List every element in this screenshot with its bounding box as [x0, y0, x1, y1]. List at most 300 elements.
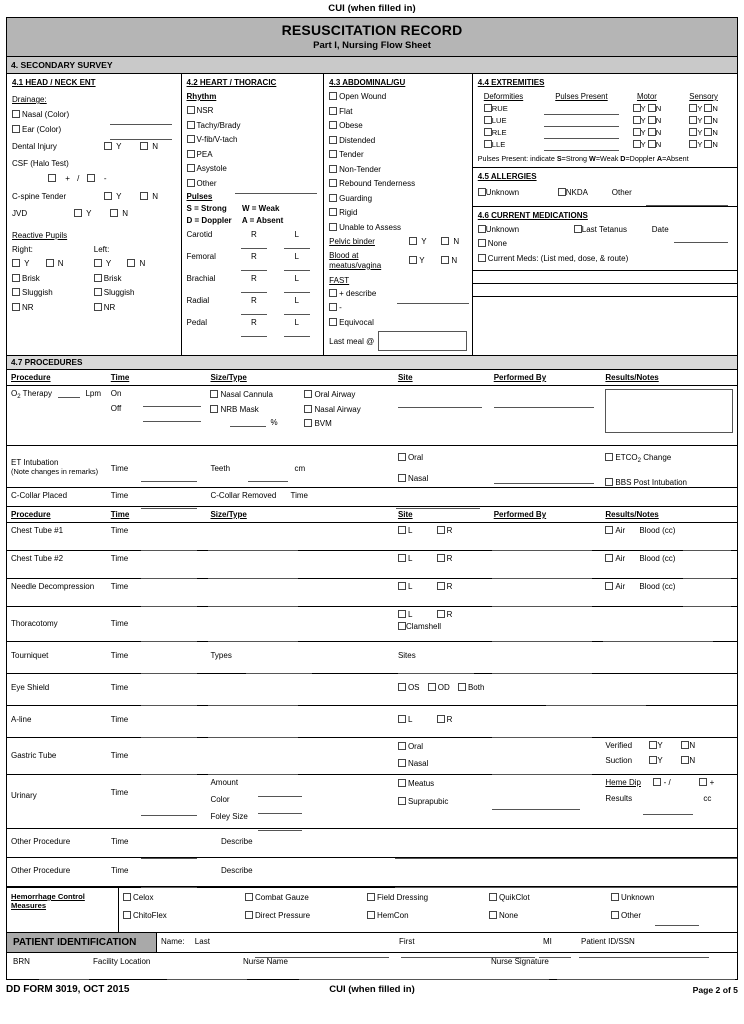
- hemo-quikclot-label: QuikClot: [499, 893, 530, 902]
- pupil-left-nr-row: [94, 302, 176, 313]
- tourniquet-types-field[interactable]: [246, 665, 312, 674]
- cspine-yes-label: Y: [116, 191, 122, 201]
- abd-non-tender-label: Non-Tender: [339, 164, 381, 174]
- pulse-carotid-r-label: R: [251, 230, 257, 239]
- abd-open-wound-label: Open Wound: [339, 92, 387, 101]
- abd-guarding-label: Guarding: [339, 193, 373, 203]
- blood-at-meatus-row: [329, 251, 467, 273]
- gastric-tube-site-cell: [394, 738, 490, 774]
- bbs-post-intubation-checkbox[interactable]: [605, 478, 613, 486]
- allergies-nkda-label: NKDA: [565, 188, 588, 197]
- jvd-row: [12, 208, 176, 219]
- meds-unknown-checkbox[interactable]: [478, 225, 486, 233]
- urinary-time-field[interactable]: [141, 807, 197, 816]
- procedure-row-gastric-tube: [7, 738, 737, 775]
- hemo-chitoflex-checkbox[interactable]: [123, 911, 131, 919]
- jvd-yes-checkbox[interactable]: [74, 209, 82, 217]
- other-procedure-1-describe-label: Describe: [221, 837, 253, 846]
- dental-injury-row: [12, 141, 176, 152]
- tetanus-date-label: Date: [651, 225, 669, 234]
- pulse-femoral-l-label: L: [294, 252, 299, 261]
- chest-tube-1-blood-label: Blood (cc): [639, 526, 676, 535]
- et-results-cell: [601, 446, 737, 487]
- rhythm-tachybrady-checkbox[interactable]: [187, 121, 195, 129]
- deformity-lue-label: LUE: [491, 116, 507, 125]
- other-procedure-1-time-label: Time: [111, 837, 129, 846]
- patient-id-row-1: [7, 933, 737, 953]
- pupil-left-yes-label: Y: [105, 259, 112, 268]
- o2-results-notes-box[interactable]: [605, 389, 733, 433]
- sensory-rle-no-label: N: [712, 128, 718, 137]
- abd-open-wound-row: [329, 91, 467, 102]
- pulse-legend-line-1: [187, 204, 319, 214]
- pulses-label: Pulses: [186, 192, 213, 201]
- pulses-present-lle-field[interactable]: [544, 139, 618, 151]
- o2-time-cell: [107, 386, 207, 445]
- last-tetanus-label: Last Tetanus: [581, 225, 627, 234]
- gastric-tube-res-cell: [601, 738, 737, 774]
- motor-lue-yes-checkbox[interactable]: [633, 116, 641, 124]
- other-procedure-2-describe-cell: [207, 858, 395, 886]
- et-time-cell: [107, 446, 207, 487]
- c-collar-placed-cell: C-Collar Placed: [11, 491, 68, 500]
- nasal-color-label: Nasal (Color): [22, 110, 70, 119]
- needle-decompression-size-field[interactable]: [208, 598, 298, 607]
- tourniquet-performed-by-field[interactable]: [492, 665, 592, 674]
- pelvic-binder-no-checkbox[interactable]: [441, 237, 449, 245]
- needle-decompression-left-label: L: [407, 582, 413, 591]
- pupil-left-brisk-checkbox[interactable]: [94, 274, 102, 282]
- motor-rle-yes-checkbox[interactable]: [633, 128, 641, 136]
- a-line-time-field[interactable]: [141, 729, 197, 738]
- csf-positive-checkbox[interactable]: [48, 174, 56, 182]
- etco2-change-checkbox[interactable]: [605, 453, 613, 461]
- needle-decompression-time-field[interactable]: [141, 598, 197, 607]
- pulse-brachial-r-field[interactable]: [241, 284, 267, 293]
- motor-lue-no-checkbox[interactable]: [648, 116, 656, 124]
- a-line-res-cell: [601, 706, 737, 737]
- fast-equivocal-row: [329, 317, 467, 328]
- other-procedure-2-time-cell: [107, 858, 207, 886]
- hemorrhage-label-line1: Hemorrhage Control: [11, 892, 85, 901]
- pulse-radial-l-label: L: [294, 296, 299, 305]
- allergies-nkda-checkbox[interactable]: [558, 188, 566, 196]
- chest-tube-2-right-label: R: [446, 554, 453, 563]
- pelvic-binder-yes-checkbox[interactable]: [409, 237, 417, 245]
- pulse-radial-l-field[interactable]: [284, 306, 310, 315]
- gastric-tube-size-field[interactable]: [208, 766, 298, 775]
- last-meal-field[interactable]: [378, 331, 467, 351]
- urinary-perf-cell: [490, 775, 602, 828]
- meds-none-checkbox[interactable]: [478, 239, 486, 247]
- a-line-performed-by-field[interactable]: [492, 729, 592, 738]
- motor-rue-yes-label: Y: [640, 104, 646, 114]
- pulse-row-carotid: [187, 229, 319, 239]
- patient-identification-tag: PATIENT IDENTIFICATION: [7, 933, 157, 952]
- thoracotomy-performed-by-field[interactable]: [492, 633, 592, 642]
- section-hemorrhage-control: [6, 887, 738, 933]
- needle-decompression-right-checkbox[interactable]: [437, 582, 445, 590]
- meds-write-line-3[interactable]: [473, 296, 737, 309]
- chest-tube-2-left-checkbox[interactable]: [398, 554, 406, 562]
- abd-rigid-checkbox[interactable]: [329, 208, 337, 216]
- gastric-tube-time-field[interactable]: [141, 766, 197, 775]
- needle-decompression-left-checkbox[interactable]: [398, 582, 406, 590]
- sensory-rue-no-label: N: [712, 104, 718, 114]
- urinary-amount-label: Amount: [210, 778, 239, 787]
- hemo-combat-gauze-checkbox[interactable]: [245, 893, 253, 901]
- needle-decompression-air-checkbox[interactable]: [605, 582, 613, 590]
- thoracotomy-time-field[interactable]: [141, 633, 197, 642]
- pulses-present-rue-field[interactable]: [544, 103, 618, 115]
- cui-header-banner: CUI (when filled in): [328, 3, 416, 14]
- a-line-right-checkbox[interactable]: [437, 715, 445, 723]
- blood-at-yes-checkbox[interactable]: [409, 256, 417, 264]
- hemo-hemcon-checkbox[interactable]: [367, 911, 375, 919]
- pulse-pedal-l-field[interactable]: [284, 328, 310, 337]
- et-time-label: Time: [110, 464, 129, 473]
- fast-describe-field[interactable]: [397, 295, 469, 304]
- pulse-femoral-r-field[interactable]: [241, 262, 267, 271]
- chest-tube-1-performed-by-field[interactable]: [492, 542, 592, 551]
- nasal-cannula-checkbox[interactable]: [210, 390, 218, 398]
- nasal-color-checkbox[interactable]: [12, 110, 20, 118]
- pupils-right-yn-row: [12, 258, 94, 269]
- o2-therapy-cell: [7, 386, 107, 445]
- gastric-tube-performed-by-field[interactable]: [492, 766, 592, 775]
- rhythm-pea-checkbox[interactable]: [187, 150, 195, 158]
- a-line-size-field[interactable]: [208, 729, 298, 738]
- thoracotomy-size-field[interactable]: [208, 633, 298, 642]
- et-performed-by-field[interactable]: [494, 475, 594, 484]
- fast-positive-checkbox[interactable]: [329, 289, 337, 297]
- facility-location-field[interactable]: [167, 971, 247, 980]
- rhythm-asystole-checkbox[interactable]: [187, 164, 195, 172]
- needle-decompression-size-cell: [206, 579, 393, 606]
- other-procedure-2-time-label: Time: [111, 866, 129, 875]
- chest-tube-2-time-field[interactable]: [141, 570, 197, 579]
- oral-airway-checkbox[interactable]: [304, 390, 312, 398]
- pupil-left-sluggish-checkbox[interactable]: [94, 288, 102, 296]
- pulse-carotid-l-label: L: [294, 230, 299, 239]
- et-teeth-label: Teeth: [210, 464, 231, 473]
- procedure-row-needle-decompression: [7, 579, 737, 607]
- pupil-right-no-label: N: [57, 259, 64, 268]
- dental-injury-yes-checkbox[interactable]: [104, 142, 112, 150]
- pulse-legend-s: S = Strong: [186, 204, 227, 213]
- chest-tube-2-performed-by-field[interactable]: [492, 570, 592, 579]
- note-lead: Pulses Present: indicate: [477, 154, 557, 163]
- procedure-row-chest-tube-2: [7, 551, 737, 579]
- urinary-performed-by-field[interactable]: [492, 801, 580, 810]
- o2-percent-field[interactable]: [230, 418, 266, 427]
- c-collar-placed-time-cell: [107, 488, 207, 506]
- tourniquet-time-label: Time: [110, 651, 129, 660]
- section-title-head-neck: 4.1 HEAD / NECK ENT: [12, 78, 96, 87]
- deformity-rue-checkbox[interactable]: [484, 104, 492, 112]
- rhythm-nsr-checkbox[interactable]: [187, 106, 195, 114]
- tourniquet-sites-field[interactable]: [398, 665, 474, 674]
- motor-rue-no-checkbox[interactable]: [648, 104, 656, 112]
- pupil-left-nr-checkbox[interactable]: [94, 303, 102, 311]
- fast-negative-checkbox[interactable]: [329, 303, 337, 311]
- et-nasal-checkbox[interactable]: [398, 474, 406, 482]
- et-oral-checkbox[interactable]: [398, 453, 406, 461]
- hemo-celox-row: [123, 892, 245, 903]
- abd-rebound-checkbox[interactable]: [329, 179, 337, 187]
- chest-tube-1-right-checkbox[interactable]: [437, 526, 445, 534]
- allergies-row: [478, 188, 732, 202]
- thoracotomy-clamshell-label: Clamshell: [405, 622, 442, 631]
- gastric-nasal-checkbox[interactable]: [398, 759, 406, 767]
- abd-non-tender-checkbox[interactable]: [329, 165, 337, 173]
- gastric-oral-checkbox[interactable]: [398, 742, 406, 750]
- et-time-field[interactable]: [141, 473, 197, 482]
- pupil-right-brisk-checkbox[interactable]: [12, 274, 20, 282]
- rhythm-other-checkbox[interactable]: [187, 179, 195, 187]
- thoracotomy-results-field[interactable]: [603, 633, 713, 642]
- blood-at-no-checkbox[interactable]: [441, 256, 449, 264]
- blood-at-label-line1: Blood at: [329, 250, 359, 260]
- chest-tube-1-blood-field[interactable]: [683, 542, 731, 551]
- pulse-legend-w: W = Weak: [242, 204, 280, 213]
- pulse-brachial-l-field[interactable]: [284, 284, 310, 293]
- abd-obese-row: [329, 120, 467, 131]
- ear-color-checkbox[interactable]: [12, 125, 20, 133]
- hemo-direct-pressure-checkbox[interactable]: [245, 911, 253, 919]
- chest-tube-1-time-field[interactable]: [141, 542, 197, 551]
- procedures-header-row-1: [7, 370, 737, 386]
- nrb-mask-checkbox[interactable]: [210, 405, 218, 413]
- pupil-left-yes-checkbox[interactable]: [94, 259, 102, 267]
- pulse-femoral-l-field[interactable]: [284, 262, 310, 271]
- rhythm-vfib-checkbox[interactable]: [187, 135, 195, 143]
- allergies-unknown-label: Unknown: [485, 188, 520, 197]
- dental-injury-label: Dental Injury: [12, 141, 57, 151]
- other-procedure-2-describe-field-cell: [395, 858, 737, 886]
- pupil-left-no-checkbox[interactable]: [127, 259, 135, 267]
- fast-negative-label: -: [339, 303, 342, 312]
- a-line-left-checkbox[interactable]: [398, 715, 406, 723]
- allergies-unknown-checkbox[interactable]: [478, 188, 486, 196]
- motor-rue-no-label: N: [655, 104, 662, 114]
- urinary-results-field[interactable]: [643, 806, 693, 815]
- meds-current-checkbox[interactable]: [478, 254, 486, 262]
- rhythm-other-field[interactable]: [235, 185, 317, 194]
- pupil-right-sluggish-checkbox[interactable]: [12, 288, 20, 296]
- hemo-none-row: [489, 910, 611, 921]
- hdr1-procedure: Procedure: [11, 373, 51, 382]
- urinary-heme-dip-label: Heme Dip: [605, 778, 641, 787]
- note-s: S: [556, 154, 562, 163]
- a-line-site-cell: [394, 706, 490, 737]
- last-tetanus-checkbox[interactable]: [574, 225, 582, 233]
- nasal-airway-checkbox[interactable]: [304, 405, 312, 413]
- page-footer: [6, 984, 738, 995]
- mi-label: MI: [543, 937, 552, 946]
- chest-tube-1-time-cell: [107, 523, 207, 550]
- deformity-lue-checkbox[interactable]: [484, 116, 492, 124]
- hemo-quikclot-checkbox[interactable]: [489, 893, 497, 901]
- tetanus-date-field[interactable]: [674, 234, 728, 243]
- note-w: W: [589, 154, 596, 163]
- needle-decompression-blood-field[interactable]: [683, 598, 731, 607]
- gastric-oral-row: [398, 741, 486, 752]
- etco2-label-a: ETCO: [615, 453, 638, 462]
- abd-obese-checkbox[interactable]: [329, 121, 337, 129]
- pulse-radial-r-field[interactable]: [241, 306, 267, 315]
- pupil-right-brisk-label: Brisk: [22, 273, 40, 283]
- pupil-right-sluggish-label: Sluggish: [22, 288, 53, 297]
- abd-tender-checkbox[interactable]: [329, 150, 337, 158]
- hemo-unknown-checkbox[interactable]: [611, 893, 619, 901]
- eye-shield-size-field[interactable]: [208, 697, 298, 706]
- dental-injury-no-checkbox[interactable]: [140, 142, 148, 150]
- o2-size-type-cell: [206, 386, 393, 445]
- thoracotomy-size-cell: [206, 607, 393, 641]
- nurse-name-field[interactable]: [299, 971, 549, 980]
- abd-distended-checkbox[interactable]: [329, 136, 337, 144]
- hemorrhage-label-line2: Measures: [11, 901, 47, 910]
- page-subtitle: Part I, Nursing Flow Sheet: [313, 40, 431, 51]
- deformity-rle-checkbox[interactable]: [484, 128, 492, 136]
- urinary-suprapubic-checkbox[interactable]: [398, 797, 406, 805]
- meds-write-line-2[interactable]: [473, 283, 737, 296]
- hemo-other-field[interactable]: [655, 917, 699, 926]
- pulse-carotid-l-field[interactable]: [284, 240, 310, 249]
- etco2-label-b: 2: [637, 458, 641, 464]
- pupil-right-no-checkbox[interactable]: [46, 259, 54, 267]
- abd-flat-checkbox[interactable]: [329, 107, 337, 115]
- form-number: DD FORM 3019, OCT 2015: [6, 984, 130, 995]
- o2-site-field[interactable]: [398, 399, 482, 408]
- motor-lle-yes-checkbox[interactable]: [633, 140, 641, 148]
- chest-tube-1-left-checkbox[interactable]: [398, 526, 406, 534]
- ear-color-field[interactable]: [110, 131, 172, 140]
- eye-shield-os-checkbox[interactable]: [398, 683, 406, 691]
- other-procedure-2-describe-field[interactable]: [395, 879, 737, 888]
- motor-rle-no-checkbox[interactable]: [648, 128, 656, 136]
- motor-lle-no-checkbox[interactable]: [648, 140, 656, 148]
- bvm-checkbox[interactable]: [304, 419, 312, 427]
- chest-tube-1-air-checkbox[interactable]: [605, 526, 613, 534]
- csf-negative-checkbox[interactable]: [87, 174, 95, 182]
- chest-tube-1-right-label: R: [446, 526, 453, 535]
- rhythm-asystole-label: Asystole: [196, 164, 227, 173]
- rhythm-vfib-row: [187, 134, 319, 145]
- pulse-pedal-l-label: L: [294, 318, 299, 327]
- fast-equivocal-label: Equivocal: [339, 317, 374, 327]
- abd-rigid-row: [329, 207, 467, 218]
- chest-tube-2-blood-field[interactable]: [683, 570, 731, 579]
- pulse-pedal-r-field[interactable]: [241, 328, 267, 337]
- rhythm-other-label: Other: [196, 178, 217, 188]
- chest-tube-2-right-checkbox[interactable]: [437, 554, 445, 562]
- pulse-carotid-r-field[interactable]: [241, 240, 267, 249]
- abd-unable-checkbox[interactable]: [329, 223, 337, 231]
- cspine-no-checkbox[interactable]: [140, 192, 148, 200]
- cspine-yes-checkbox[interactable]: [104, 192, 112, 200]
- chest-tube-2-time-cell: [107, 551, 207, 578]
- cspine-tender-label: C-spine Tender: [12, 191, 67, 201]
- hemo-field-dressing-checkbox[interactable]: [367, 893, 375, 901]
- section-title-allergies: 4.5 ALLERGIES: [477, 172, 537, 181]
- gastric-tube-time-label: Time: [110, 751, 129, 760]
- chest-tube-1-size-field[interactable]: [208, 542, 298, 551]
- brn-field[interactable]: [39, 971, 89, 980]
- chest-tube-1-label: Chest Tube #1: [11, 526, 64, 535]
- eye-shield-time-field[interactable]: [141, 697, 197, 706]
- rhythm-nsr-row: [187, 105, 319, 116]
- motor-rue-yes-checkbox[interactable]: [633, 104, 641, 112]
- procedure-row-thoracotomy: [7, 607, 737, 642]
- jvd-no-checkbox[interactable]: [110, 209, 118, 217]
- note-s-text: =Strong: [561, 154, 590, 163]
- urinary-heme-dip-row: [605, 778, 733, 794]
- o2-label-therapy: Therapy: [20, 389, 53, 398]
- eye-shield-od-checkbox[interactable]: [428, 683, 436, 691]
- eye-shield-both-checkbox[interactable]: [458, 683, 466, 691]
- heme-dip-negative-checkbox[interactable]: [653, 778, 661, 786]
- abd-open-wound-checkbox[interactable]: [329, 92, 337, 100]
- hemo-celox-checkbox[interactable]: [123, 893, 131, 901]
- hemo-other-checkbox[interactable]: [611, 911, 619, 919]
- c-collar-removed-time-cell: [394, 488, 490, 506]
- meds-write-line-1[interactable]: [473, 270, 737, 283]
- allergies-other-field[interactable]: [646, 197, 728, 206]
- et-teeth-field[interactable]: [248, 473, 288, 482]
- o2-lpm-field[interactable]: [58, 389, 80, 398]
- eye-shield-os-label: OS: [407, 683, 420, 692]
- rhythm-other-row: [187, 178, 319, 189]
- drainage-label: Drainage:: [12, 95, 47, 104]
- urinary-results-label: Results: [605, 794, 633, 803]
- eye-shield-res-cell: [601, 674, 737, 705]
- chest-tube-2-blood-label: Blood (cc): [639, 554, 676, 563]
- thoracotomy-left-checkbox[interactable]: [398, 610, 406, 618]
- chest-tube-2-size-field[interactable]: [208, 570, 298, 579]
- jvd-label: JVD: [12, 208, 28, 218]
- pulses-present-lue-field[interactable]: [544, 115, 618, 127]
- patient-name-fields: [157, 933, 737, 952]
- abd-distended-row: [329, 135, 467, 146]
- abd-distended-label: Distended: [339, 135, 376, 145]
- pupil-right-nr-checkbox[interactable]: [12, 303, 20, 311]
- pulses-present-rle-field[interactable]: [544, 127, 618, 139]
- right-column-stack: [473, 74, 737, 355]
- abd-guarding-checkbox[interactable]: [329, 194, 337, 202]
- nurse-signature-field[interactable]: [557, 971, 735, 980]
- deformity-lle-checkbox[interactable]: [484, 140, 492, 148]
- fast-equivocal-checkbox[interactable]: [329, 318, 337, 326]
- tourniquet-time-field[interactable]: [141, 665, 197, 674]
- o2-off-field[interactable]: [143, 413, 201, 422]
- heme-dip-positive-checkbox[interactable]: [699, 778, 707, 786]
- thoracotomy-clamshell-checkbox[interactable]: [398, 622, 406, 630]
- other-procedure-2-time-field[interactable]: [141, 879, 197, 888]
- thoracotomy-right-checkbox[interactable]: [437, 610, 445, 618]
- motor-lle-yes-label: Y: [640, 140, 646, 149]
- o2-performed-by-field[interactable]: [494, 399, 594, 408]
- chest-tube-2-air-checkbox[interactable]: [605, 554, 613, 562]
- hemo-combat-gauze-label: Combat Gauze: [255, 893, 309, 902]
- pupil-right-yes-checkbox[interactable]: [12, 259, 20, 267]
- bvm-label: BVM: [314, 419, 332, 428]
- urinary-meatus-checkbox[interactable]: [398, 779, 406, 787]
- pelvic-binder-label: Pelvic binder: [329, 237, 375, 246]
- needle-decompression-performed-by-field[interactable]: [492, 598, 592, 607]
- hemo-none-checkbox[interactable]: [489, 911, 497, 919]
